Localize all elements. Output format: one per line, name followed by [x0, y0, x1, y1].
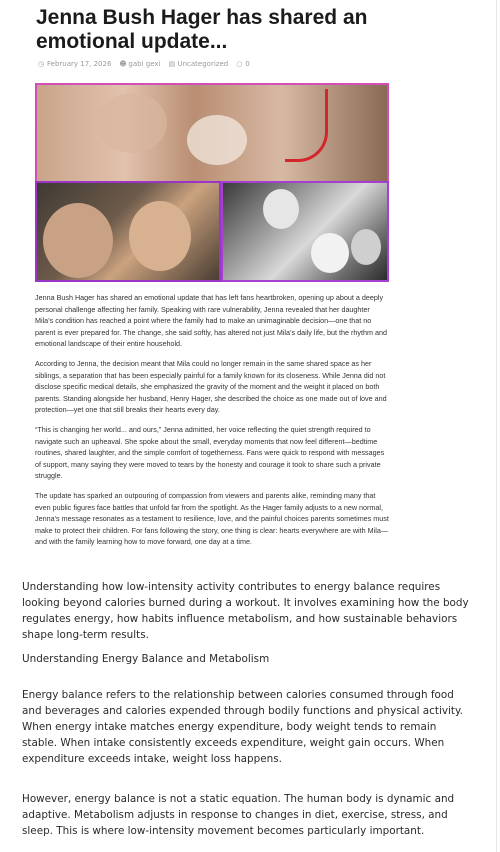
featured-image-collage	[35, 83, 389, 282]
photo-detail	[311, 233, 349, 273]
photo-detail	[129, 201, 191, 271]
post-date[interactable]	[38, 60, 111, 68]
collage-photo-bottom-right	[221, 181, 389, 282]
collage-photo-top	[35, 83, 389, 183]
body-paragraph-text: Energy balance refers to the relationship between calories consumed through food and beverages and calories expended through bodily functions and physical activity. When energy intake matches energy expenditure, body weight tends to remain stable. When intake consistently exceeds expenditure, weight gain occurs. When expenditure exceeds intake, weight loss happens.	[22, 689, 463, 765]
post-comments[interactable]	[236, 60, 249, 68]
post-author-text: gabi gexi	[128, 60, 161, 68]
article-paragraph: According to Jenna, the decision meant that Mila could no longer remain in the same shared space as her siblings, a separation that has been especially painful for a family known for its closeness. While Jenna did not disclose specific medical details, she emphasized the gravity of the moment and the weight it placed on both parents. Standing alongside her husband, Henry Hager, she described the choice as one made out of love and protection—yet one that still breaks their hearts every day.	[35, 358, 387, 415]
post-title[interactable]: Jenna Bush Hager has shared an emotional update...	[36, 6, 368, 53]
comment-icon: ○	[236, 59, 243, 68]
photo-detail	[187, 115, 247, 165]
article-paragraph: “This is changing her world... and ours,” Jenna admitted, her voice reflecting the quiet strength required to navigate such an upheaval. She spoke about the small, everyday moments that now feel different—bedtime routines, shared laughter, and the simple comfort of togetherness. Fans were quick to respond with messages of support, many saying they were moved to tears by the honesty and courage it took to share such a private struggle.	[35, 424, 385, 481]
clock-icon: ◷	[38, 59, 45, 68]
post-author[interactable]	[119, 60, 160, 68]
body-paragraph	[22, 687, 474, 767]
body-paragraph	[22, 791, 474, 839]
collage-photo-bottom-left	[35, 181, 221, 282]
article-paragraph: The update has sparked an outpouring of compassion from viewers and parents alike, reminding many that even public figures face battles that unfold far from the spotlight. As the Hager family adjusts to a new normal, Jenna’s message resonates as a testament to resilience, love, and the painful choices parents sometimes must make to protect their children. For fans following the story, one thing is clear: hearts everywhere are with Mila—and with the family learning how to move forward, one day at a time.	[35, 490, 389, 547]
photo-detail	[351, 229, 381, 265]
section-heading	[22, 651, 474, 667]
photo-detail	[97, 93, 167, 153]
post-date-text: February 17, 2026	[47, 60, 112, 68]
scrollbar-track[interactable]	[496, 0, 497, 852]
folder-icon: ▤	[168, 59, 176, 68]
post-meta	[38, 60, 250, 68]
post-category[interactable]	[168, 60, 228, 68]
photo-detail	[263, 189, 299, 229]
post-category-text: Uncategorized	[177, 60, 229, 68]
article-paragraph: Jenna Bush Hager has shared an emotional update that has left fans heartbroken, opening up about a deeply personal challenge affecting her family. Speaking with rare vulnerability, Jenna revealed that her daughter Mila’s condition has reached a point where the family had to make an unimaginable decision—one that no parent is ever prepared for. The change, she said softly, has altered not just Mila’s daily life, but the rhythm and emotional landscape of their entire household.	[35, 293, 387, 349]
body-paragraph	[22, 579, 474, 643]
article-content	[35, 292, 390, 556]
post-comments-count: 0	[245, 60, 250, 68]
photo-detail	[43, 203, 113, 278]
body-paragraph-text: Understanding how low-intensity activity contributes to energy balance requires looking beyond calories burned during a workout. It involves examining how the body regulates energy, how habits influence metabolism, and how sustainable behaviors shape long-term results.	[22, 581, 469, 641]
section-heading-text: Understanding Energy Balance and Metabolism	[22, 653, 270, 665]
red-arrow-annotation	[285, 89, 328, 162]
user-icon: ☻	[119, 59, 127, 68]
body-paragraph-text: However, energy balance is not a static equation. The human body is dynamic and adaptive. Metabolism adjusts in response to changes in diet, exercise, stress, and sleep. This is where low-intensity movement becomes particularly important.	[22, 793, 455, 837]
